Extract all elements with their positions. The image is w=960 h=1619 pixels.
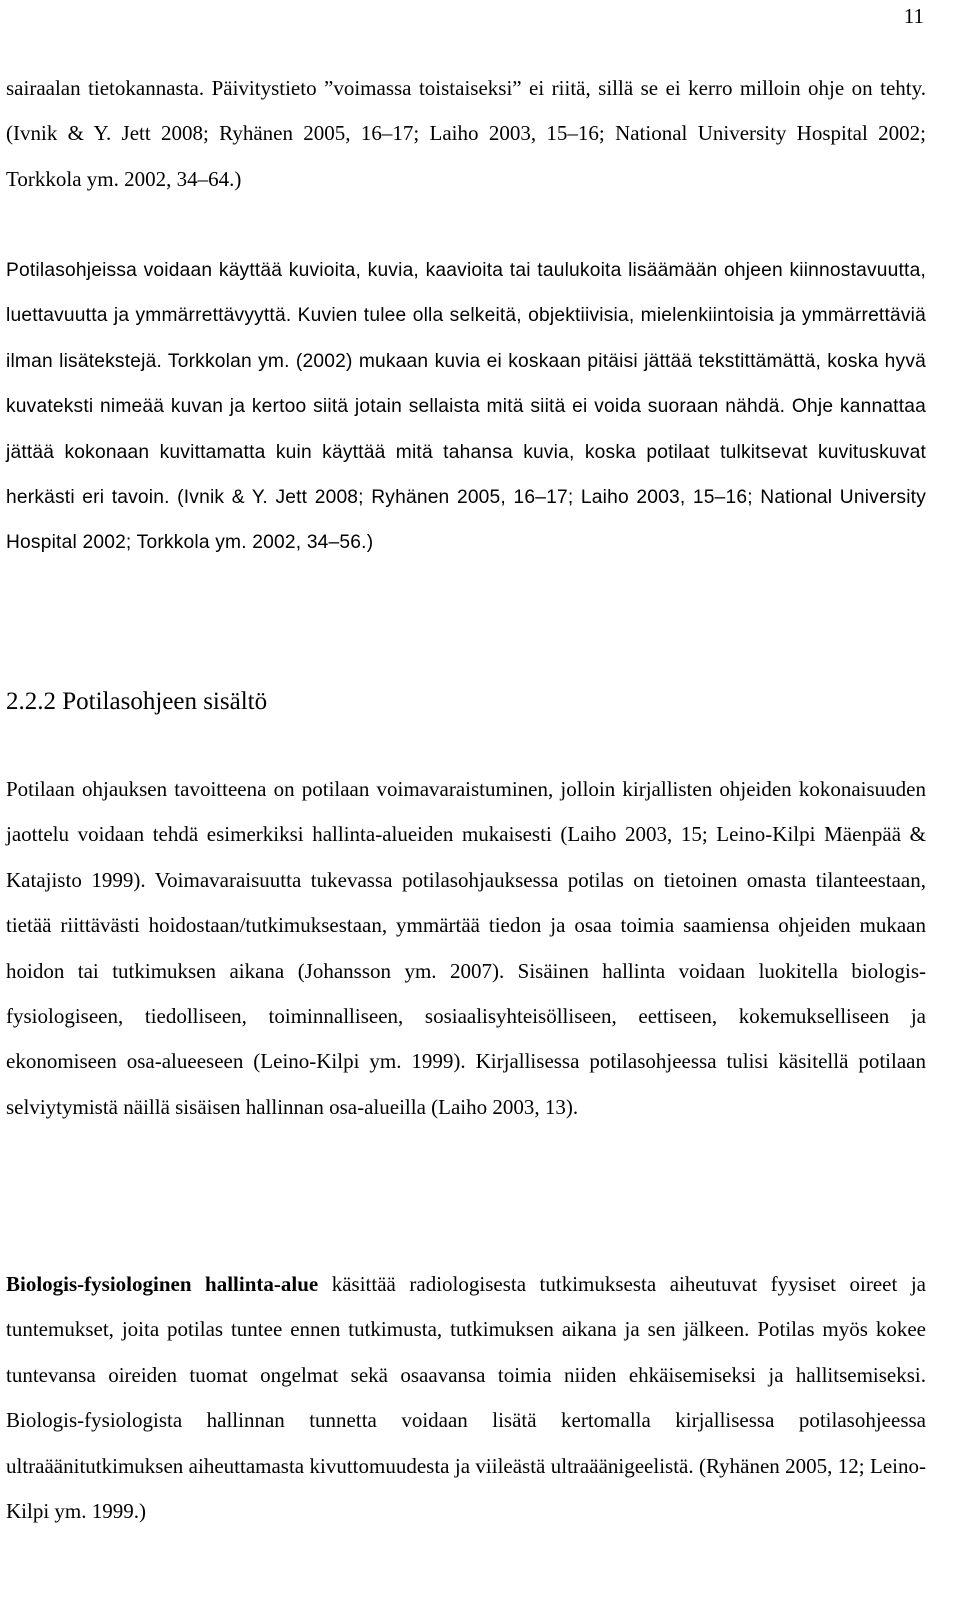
section-heading: 2.2.2 Potilasohjeen sisältö (6, 688, 268, 715)
paragraph-biological-text: käsittää radiologisesta tutkimuksesta aiheutuvat fyysiset oireet ja tuntemukset, joita potilas tuntee ennen tutkimusta, tutkimuksen aikana ja sen jälkeen. Potilas myös kokee tuntevansa oireiden tuomat ongelmat sekä osaavansa toimia niiden ehkäisemiseksi ja hallitsemiseksi. Biologis-fysiologista hallinnan tunnetta voidaan lisätä kertomalla kirjallisessa potilasohjeessa ultraäänitutkimuksen aiheuttamasta kivuttomuudesta ja viileästä ultraäänigeelistä. (Ryhänen 2005, 12; Leino-Kilpi ym. 1999.) (6, 1272, 926, 1524)
paragraph-biological (6, 1262, 926, 1534)
page-number: 11 (903, 4, 924, 28)
paragraph-content: Potilaan ohjauksen tavoitteena on potilaan voimavaraistuminen, jolloin kirjallisten ohjeiden kokonaisuuden jaottelu voidaan tehdä esimerkiksi hallinta-alueiden mukaisesti (Laiho 2003, 15; Leino-Kilpi Mäenpää & Katajisto 1999). Voimavaraisuutta tukevassa potilasohjauksessa potilas on tietoinen omasta tilanteestaan, tietää riittävästi hoidostaan/tutkimuksestaan, ymmärtää tiedon ja osaa toimia saamiensa ohjeiden mukaan hoidon tai tutkimuksen aikana (Johansson ym. 2007). Sisäinen hallinta voidaan luokitella biologis-fysiologiseen, tiedolliseen, toiminnalliseen, sosiaalisyhteisölliseen, eettiseen, kokemukselliseen ja ekonomiseen osa-alueeseen (Leino-Kilpi ym. 1999). Kirjallisessa potilasohjeessa tulisi käsitellä potilaan selviytymistä näillä sisäisen hallinnan osa-alueilla (Laiho 2003, 13). (6, 777, 926, 1119)
paragraph-sources: sairaalan tietokannasta. Päivitystieto ”voimassa toistaiseksi” ei riitä, sillä se ei kerro milloin ohje on tehty. (Ivnik & Y. Jett 2008; Ryhänen 2005, 16–17; Laiho 2003, 15–16; National University Hospital 2002; Torkkola ym. 2002, 34–64.) (6, 76, 926, 191)
paragraph-images: Potilasohjeissa voidaan käyttää kuvioita, kuvia, kaavioita tai taulukoita lisäämään ohjeen kiinnostavuutta, luettavuutta ja ymmärrettävyyttä. Kuvien tulee olla selkeitä, objektiivisia, mielenkiintoisia ja ymmärrettäviä ilman lisätekstejä. Torkkolan ym. (2002) mukaan kuvia ei koskaan pitäisi jättää tekstittämättä, koska hyvä kuvateksti nimeää kuvan ja kertoo siitä jotain sellaista mitä siitä ei voida suoraan nähdä. Ohje kannattaa jättää kokonaan kuvittamatta kuin käyttää mitä tahansa kuvia, koska potilaat tulkitsevat kuvituskuvat herkästi eri tavoin. (Ivnik & Y. Jett 2008; Ryhänen 2005, 16–17; Laiho 2003, 15–16; National University Hospital 2002; Torkkola ym. 2002, 34–56.) (6, 260, 926, 554)
term-biological-domain: Biologis-fysiologinen hallinta-alue (6, 1272, 319, 1296)
